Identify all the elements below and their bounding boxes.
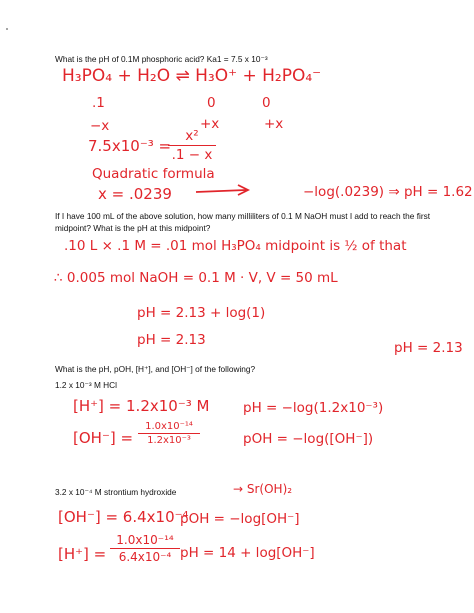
- ka-numerator: x²: [185, 128, 199, 144]
- sr-hydronium-lhs: [H⁺] =: [58, 545, 107, 563]
- sr-ph: pH = 14 + log[OH⁻]: [180, 545, 315, 561]
- question-2-line-1: If I have 100 mL of the above solution, how many milliliters of 0.1 M NaOH must I add to reach the first: [55, 211, 431, 221]
- equilibrium-reaction: H₃PO₄ + H₂O ⇌ H₃O⁺ + H₂PO₄⁻: [62, 66, 322, 86]
- strontium-hydroxide-formula: → Sr(OH)₂: [233, 482, 293, 496]
- hcl-hydroxide-numerator: 1.0x10⁻¹⁴: [145, 421, 193, 432]
- ice-change-conjugate: +x: [264, 116, 284, 132]
- ice-initial-hydronium: 0: [207, 95, 216, 111]
- naoh-volume-line: ∴ 0.005 mol NaOH = 0.1 M · V, V = 50 mL: [54, 270, 338, 286]
- hcl-poh: pOH = −log([OH⁻]): [243, 431, 374, 447]
- ka-denominator: .1 − x: [171, 147, 213, 163]
- question-1: What is the pH of 0.1M phosphoric acid? Ka1 = 7.5 x 10⁻³: [55, 54, 268, 64]
- hcl-ph: pH = −log(1.2x10⁻³): [243, 400, 384, 416]
- question-2-line-2: midpoint? What is the pH at this midpoint?: [55, 223, 211, 233]
- sr-hydroxide-concentration: [OH⁻] = 6.4x10⁻⁴: [58, 508, 189, 526]
- henderson-hasselbalch-equation: pH = 2.13 + log(1): [137, 305, 266, 321]
- midpoint-ph-result: pH = 2.13: [137, 332, 206, 348]
- sr-poh: pOH = −log[OH⁻]: [180, 511, 300, 527]
- ice-change-hydronium: +x: [200, 116, 220, 132]
- question-3a: 1.2 x 10⁻³ M HCl: [55, 380, 118, 390]
- ice-change-acid: −x: [90, 118, 110, 134]
- midpoint-ph-margin: pH = 2.13: [394, 340, 463, 356]
- arrow-to-ph-icon: [196, 190, 246, 192]
- hcl-hydroxide-denominator: 1.2x10⁻³: [147, 435, 191, 446]
- ice-initial-acid: .1: [92, 95, 105, 111]
- question-3b: 3.2 x 10⁻⁴ M strontium hydroxide: [55, 487, 177, 497]
- hcl-hydronium: [H⁺] = 1.2x10⁻³ M: [73, 397, 210, 415]
- hcl-hydroxide-lhs: [OH⁻] =: [73, 429, 134, 447]
- ka-expression-lhs: 7.5x10⁻³ =: [88, 137, 172, 155]
- question-3: What is the pH, pOH, [H⁺], and [OH⁻] of the following?: [55, 364, 256, 374]
- sr-hydronium-numerator: 1.0x10⁻¹⁴: [116, 533, 174, 547]
- moles-acid-line: .10 L × .1 M = .01 mol H₃PO₄ midpoint is ½ of that: [64, 238, 407, 254]
- ice-initial-conjugate: 0: [262, 95, 271, 111]
- quadratic-formula-note: Quadratic formula: [92, 166, 215, 182]
- x-value: x = .0239: [98, 185, 172, 203]
- sr-hydronium-denominator: 6.4x10⁻⁴: [118, 550, 172, 564]
- ph-result-q1: −log(.0239) ⇒ pH = 1.62: [303, 184, 473, 200]
